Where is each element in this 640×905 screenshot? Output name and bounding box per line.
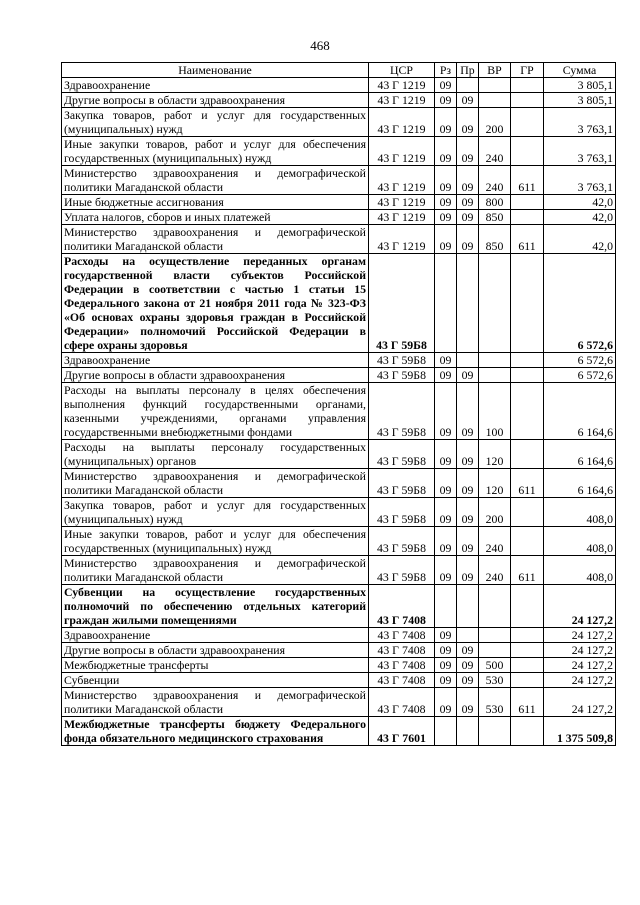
cell-vr: 500	[479, 658, 511, 673]
cell-vr: 800	[479, 195, 511, 210]
cell-pr: 09	[457, 469, 479, 498]
cell-gr	[511, 658, 544, 673]
cell-vr: 850	[479, 210, 511, 225]
cell-sum: 6 572,6	[544, 254, 616, 353]
cell-pr: 09	[457, 368, 479, 383]
table-row	[62, 225, 616, 254]
cell-sum: 42,0	[544, 225, 616, 254]
cell-csr: 43 Г 59Б8	[369, 383, 435, 440]
cell-vr: 240	[479, 527, 511, 556]
cell-csr: 43 Г 1219	[369, 210, 435, 225]
cell-sum: 24 127,2	[544, 628, 616, 643]
cell-vr	[479, 353, 511, 368]
cell-pr: 09	[457, 440, 479, 469]
cell-rz: 09	[435, 383, 457, 440]
cell-csr: 43 Г 7408	[369, 658, 435, 673]
cell-sum: 3 763,1	[544, 166, 616, 195]
cell-sum: 408,0	[544, 498, 616, 527]
cell-name: Здравоохранение	[62, 628, 369, 643]
cell-pr: 09	[457, 93, 479, 108]
header-csr: ЦСР	[369, 63, 435, 78]
cell-csr: 43 Г 59Б8	[369, 498, 435, 527]
cell-csr: 43 Г 1219	[369, 78, 435, 93]
cell-vr: 100	[479, 383, 511, 440]
cell-rz: 09	[435, 527, 457, 556]
cell-pr: 09	[457, 688, 479, 717]
cell-pr	[457, 254, 479, 353]
cell-gr: 611	[511, 469, 544, 498]
cell-csr: 43 Г 59Б8	[369, 440, 435, 469]
header-sum: Сумма	[544, 63, 616, 78]
cell-pr: 09	[457, 108, 479, 137]
cell-rz: 09	[435, 195, 457, 210]
cell-vr: 240	[479, 556, 511, 585]
cell-rz: 09	[435, 368, 457, 383]
cell-csr: 43 Г 59Б8	[369, 556, 435, 585]
cell-pr: 09	[457, 383, 479, 440]
cell-name: Закупка товаров, работ и услуг для государственных (муниципальных) нужд	[62, 108, 369, 137]
cell-pr	[457, 585, 479, 628]
cell-vr	[479, 93, 511, 108]
cell-csr: 43 Г 59Б8	[369, 368, 435, 383]
table-row	[62, 688, 616, 717]
cell-name: Министерство здравоохранения и демографической политики Магаданской области	[62, 469, 369, 498]
table-row	[62, 673, 616, 688]
cell-gr	[511, 195, 544, 210]
cell-csr: 43 Г 7601	[369, 717, 435, 746]
cell-csr: 43 Г 1219	[369, 166, 435, 195]
cell-vr: 530	[479, 673, 511, 688]
cell-name: Иные закупки товаров, работ и услуг для обеспечения государственных (муниципальных) нужд	[62, 527, 369, 556]
cell-vr	[479, 717, 511, 746]
cell-sum: 24 127,2	[544, 643, 616, 658]
cell-sum: 3 805,1	[544, 78, 616, 93]
cell-name: Межбюджетные трансферты бюджету Федерального фонда обязательного медицинского страхования	[62, 717, 369, 746]
cell-vr	[479, 643, 511, 658]
table-row	[62, 658, 616, 673]
cell-pr: 09	[457, 166, 479, 195]
cell-gr	[511, 643, 544, 658]
cell-vr	[479, 368, 511, 383]
cell-sum: 42,0	[544, 195, 616, 210]
header-name: Наименование	[62, 63, 369, 78]
table-row	[62, 585, 616, 628]
cell-sum: 3 805,1	[544, 93, 616, 108]
cell-vr	[479, 254, 511, 353]
cell-gr	[511, 108, 544, 137]
cell-pr: 09	[457, 658, 479, 673]
cell-gr: 611	[511, 556, 544, 585]
cell-vr: 850	[479, 225, 511, 254]
page-number: 468	[310, 38, 330, 53]
header-gr: ГР	[511, 63, 544, 78]
cell-csr: 43 Г 1219	[369, 225, 435, 254]
table-row	[62, 498, 616, 527]
table-row	[62, 108, 616, 137]
cell-vr: 240	[479, 137, 511, 166]
cell-sum: 408,0	[544, 527, 616, 556]
cell-name: Министерство здравоохранения и демографической политики Магаданской области	[62, 556, 369, 585]
cell-csr: 43 Г 7408	[369, 628, 435, 643]
cell-gr	[511, 383, 544, 440]
cell-csr: 43 Г 7408	[369, 585, 435, 628]
cell-rz	[435, 254, 457, 353]
table-row	[62, 643, 616, 658]
cell-rz: 09	[435, 93, 457, 108]
table-row	[62, 383, 616, 440]
cell-sum: 24 127,2	[544, 658, 616, 673]
cell-csr: 43 Г 7408	[369, 673, 435, 688]
cell-rz: 09	[435, 225, 457, 254]
cell-pr	[457, 78, 479, 93]
cell-name: Другие вопросы в области здравоохранения	[62, 368, 369, 383]
cell-pr: 09	[457, 225, 479, 254]
cell-gr	[511, 440, 544, 469]
cell-csr: 43 Г 59Б8	[369, 254, 435, 353]
table-header-row	[62, 63, 616, 78]
cell-pr: 09	[457, 673, 479, 688]
cell-rz	[435, 585, 457, 628]
header-pr: Пр	[457, 63, 479, 78]
cell-pr: 09	[457, 498, 479, 527]
cell-csr: 43 Г 1219	[369, 195, 435, 210]
cell-sum: 3 763,1	[544, 108, 616, 137]
cell-pr	[457, 628, 479, 643]
table-row	[62, 628, 616, 643]
cell-gr: 611	[511, 225, 544, 254]
cell-gr	[511, 527, 544, 556]
cell-vr	[479, 628, 511, 643]
cell-pr	[457, 717, 479, 746]
cell-rz: 09	[435, 498, 457, 527]
table-row	[62, 527, 616, 556]
cell-sum: 24 127,2	[544, 673, 616, 688]
cell-sum: 6 572,6	[544, 353, 616, 368]
cell-sum: 42,0	[544, 210, 616, 225]
cell-gr	[511, 353, 544, 368]
cell-rz: 09	[435, 210, 457, 225]
table-row	[62, 717, 616, 746]
cell-gr	[511, 137, 544, 166]
cell-gr	[511, 210, 544, 225]
cell-pr: 09	[457, 643, 479, 658]
table-row	[62, 137, 616, 166]
cell-gr	[511, 673, 544, 688]
cell-name: Межбюджетные трансферты	[62, 658, 369, 673]
cell-name: Расходы на осуществление переданных органам государственной власти субъектов Российской Федерации в соответствии с частью 1 статьи 15 Федерального закона от 21 ноября 2011 года № 323-ФЗ «Об основах охраны здоровья граждан в Российской Федерации» полномочий Российской Федерации в сфере охраны здоровья	[62, 254, 369, 353]
table-body	[62, 78, 616, 746]
cell-rz	[435, 717, 457, 746]
cell-pr: 09	[457, 137, 479, 166]
table-row	[62, 78, 616, 93]
table-row	[62, 440, 616, 469]
cell-rz: 09	[435, 353, 457, 368]
cell-rz: 09	[435, 556, 457, 585]
cell-name: Другие вопросы в области здравоохранения	[62, 643, 369, 658]
cell-name: Министерство здравоохранения и демографической политики Магаданской области	[62, 166, 369, 195]
cell-pr: 09	[457, 556, 479, 585]
cell-gr	[511, 498, 544, 527]
cell-name: Иные бюджетные ассигнования	[62, 195, 369, 210]
cell-name: Здравоохранение	[62, 78, 369, 93]
cell-sum: 408,0	[544, 556, 616, 585]
cell-csr: 43 Г 1219	[369, 108, 435, 137]
cell-pr: 09	[457, 527, 479, 556]
cell-vr	[479, 78, 511, 93]
cell-name: Министерство здравоохранения и демографической политики Магаданской области	[62, 688, 369, 717]
cell-name: Другие вопросы в области здравоохранения	[62, 93, 369, 108]
header-rz: Рз	[435, 63, 457, 78]
table-row	[62, 556, 616, 585]
cell-name: Здравоохранение	[62, 353, 369, 368]
table-row	[62, 166, 616, 195]
table-row	[62, 254, 616, 353]
cell-csr: 43 Г 1219	[369, 93, 435, 108]
cell-sum: 1 375 509,8	[544, 717, 616, 746]
cell-gr	[511, 628, 544, 643]
cell-sum: 6 164,6	[544, 440, 616, 469]
cell-name: Министерство здравоохранения и демографической политики Магаданской области	[62, 225, 369, 254]
table-row	[62, 93, 616, 108]
cell-csr: 43 Г 59Б8	[369, 469, 435, 498]
cell-rz: 09	[435, 108, 457, 137]
cell-vr: 200	[479, 498, 511, 527]
table-row	[62, 469, 616, 498]
cell-gr	[511, 717, 544, 746]
cell-name: Расходы на выплаты персоналу в целях обеспечения выполнения функций государственными органами, казенными учреждениями, органами управления государственными внебюджетными фондами	[62, 383, 369, 440]
cell-vr: 240	[479, 166, 511, 195]
cell-sum: 6 572,6	[544, 368, 616, 383]
cell-rz: 09	[435, 440, 457, 469]
cell-gr: 611	[511, 688, 544, 717]
cell-pr: 09	[457, 210, 479, 225]
cell-name: Иные закупки товаров, работ и услуг для обеспечения государственных (муниципальных) нужд	[62, 137, 369, 166]
table-row	[62, 195, 616, 210]
cell-vr: 200	[479, 108, 511, 137]
cell-name: Субвенции на осуществление государственных полномочий по обеспечению отдельных категорий граждан жилыми помещениями	[62, 585, 369, 628]
cell-csr: 43 Г 59Б8	[369, 353, 435, 368]
cell-gr	[511, 585, 544, 628]
cell-csr: 43 Г 1219	[369, 137, 435, 166]
cell-rz: 09	[435, 688, 457, 717]
cell-sum: 24 127,2	[544, 688, 616, 717]
cell-csr: 43 Г 7408	[369, 688, 435, 717]
cell-pr	[457, 353, 479, 368]
cell-vr	[479, 585, 511, 628]
cell-gr: 611	[511, 166, 544, 195]
table-row	[62, 353, 616, 368]
cell-name: Субвенции	[62, 673, 369, 688]
table-row	[62, 368, 616, 383]
cell-rz: 09	[435, 166, 457, 195]
cell-rz: 09	[435, 658, 457, 673]
cell-rz: 09	[435, 673, 457, 688]
cell-pr: 09	[457, 195, 479, 210]
cell-sum: 3 763,1	[544, 137, 616, 166]
cell-csr: 43 Г 7408	[369, 643, 435, 658]
cell-sum: 24 127,2	[544, 585, 616, 628]
table-row	[62, 210, 616, 225]
cell-gr	[511, 368, 544, 383]
cell-vr: 120	[479, 469, 511, 498]
cell-rz: 09	[435, 628, 457, 643]
cell-sum: 6 164,6	[544, 383, 616, 440]
cell-rz: 09	[435, 469, 457, 498]
cell-name: Уплата налогов, сборов и иных платежей	[62, 210, 369, 225]
cell-vr: 120	[479, 440, 511, 469]
cell-name: Закупка товаров, работ и услуг для государственных (муниципальных) нужд	[62, 498, 369, 527]
cell-rz: 09	[435, 643, 457, 658]
cell-gr	[511, 254, 544, 353]
cell-rz: 09	[435, 137, 457, 166]
cell-csr: 43 Г 59Б8	[369, 527, 435, 556]
cell-name: Расходы на выплаты персоналу государственных (муниципальных) органов	[62, 440, 369, 469]
cell-rz: 09	[435, 78, 457, 93]
cell-sum: 6 164,6	[544, 469, 616, 498]
budget-table	[61, 62, 616, 746]
cell-gr	[511, 93, 544, 108]
header-vr: ВР	[479, 63, 511, 78]
cell-vr: 530	[479, 688, 511, 717]
cell-gr	[511, 78, 544, 93]
